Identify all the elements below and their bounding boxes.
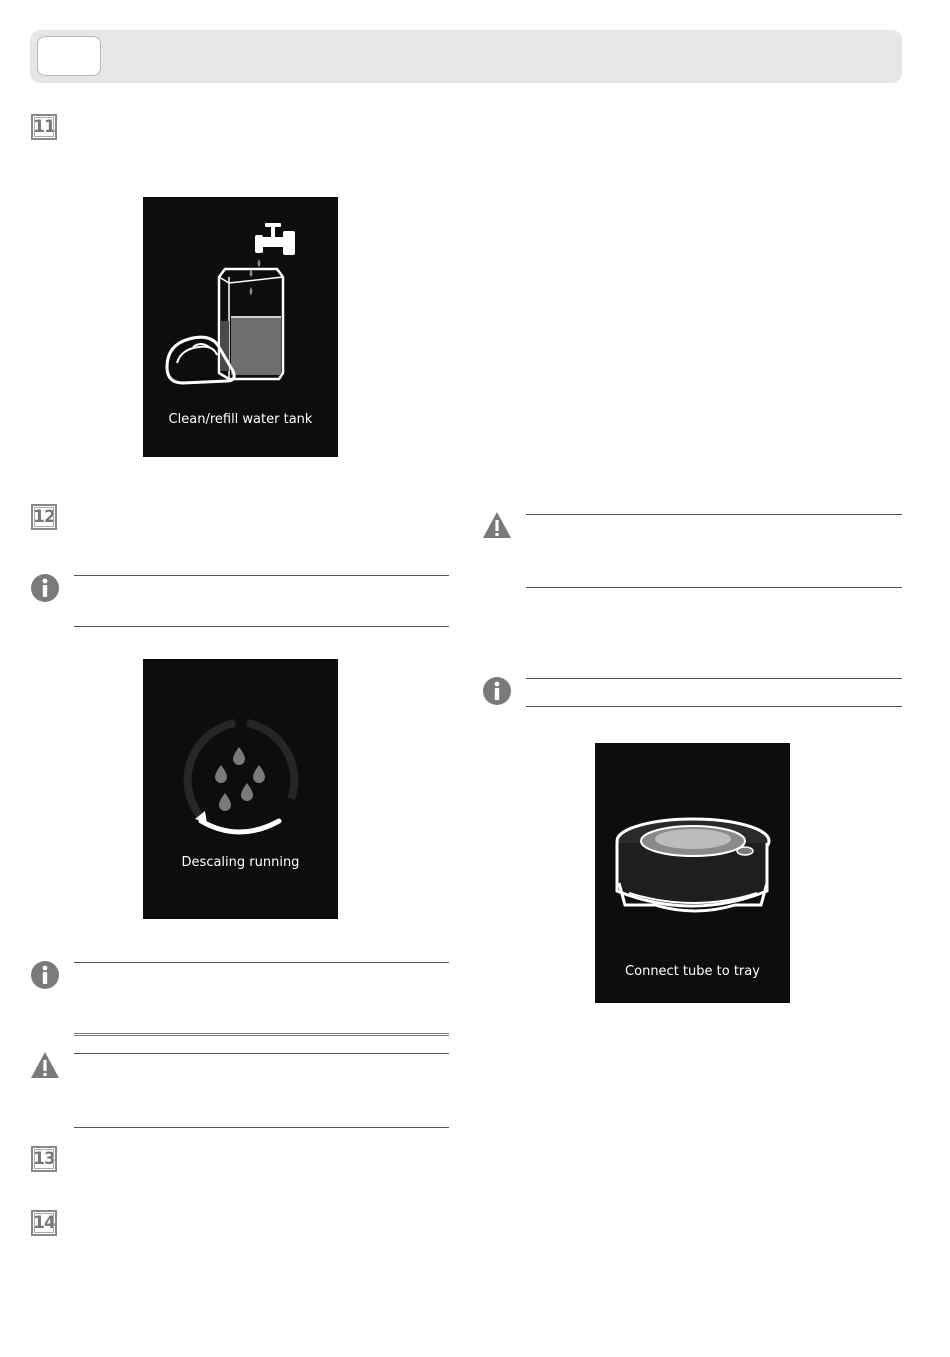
warning-rule-bottom xyxy=(526,587,902,588)
descaling-progress-illustration xyxy=(143,659,338,919)
header-tab xyxy=(37,36,101,76)
warning-rule-bottom xyxy=(74,1127,449,1128)
step-number-12: 12 xyxy=(31,504,57,530)
connect-tube-screen xyxy=(595,743,790,1003)
step-number-11: 11 xyxy=(31,114,57,140)
note-rule-top xyxy=(526,678,902,679)
info-icon xyxy=(30,573,60,603)
note-rule-bottom xyxy=(74,1033,449,1036)
note-rule-top xyxy=(74,575,449,576)
descaling-caption: Descaling running xyxy=(181,855,300,870)
refill-caption: Clean/refill water tank xyxy=(168,412,313,427)
connect-caption: Connect tube to tray xyxy=(625,964,760,979)
refill-water-tank-screen xyxy=(143,197,338,457)
warning-icon xyxy=(30,1050,60,1080)
warning-icon xyxy=(482,510,512,540)
step-number-14: 14 xyxy=(31,1210,57,1236)
info-icon xyxy=(30,960,60,990)
info-icon xyxy=(482,676,512,706)
note-rule-bottom xyxy=(74,626,449,627)
step-number-13: 13 xyxy=(31,1146,57,1172)
header-bar xyxy=(30,30,902,83)
warning-rule-top xyxy=(74,1053,449,1054)
warning-rule-top xyxy=(526,514,902,515)
note-rule-bottom xyxy=(526,706,902,707)
descaling-running-screen xyxy=(143,659,338,919)
note-rule-top xyxy=(74,962,449,963)
